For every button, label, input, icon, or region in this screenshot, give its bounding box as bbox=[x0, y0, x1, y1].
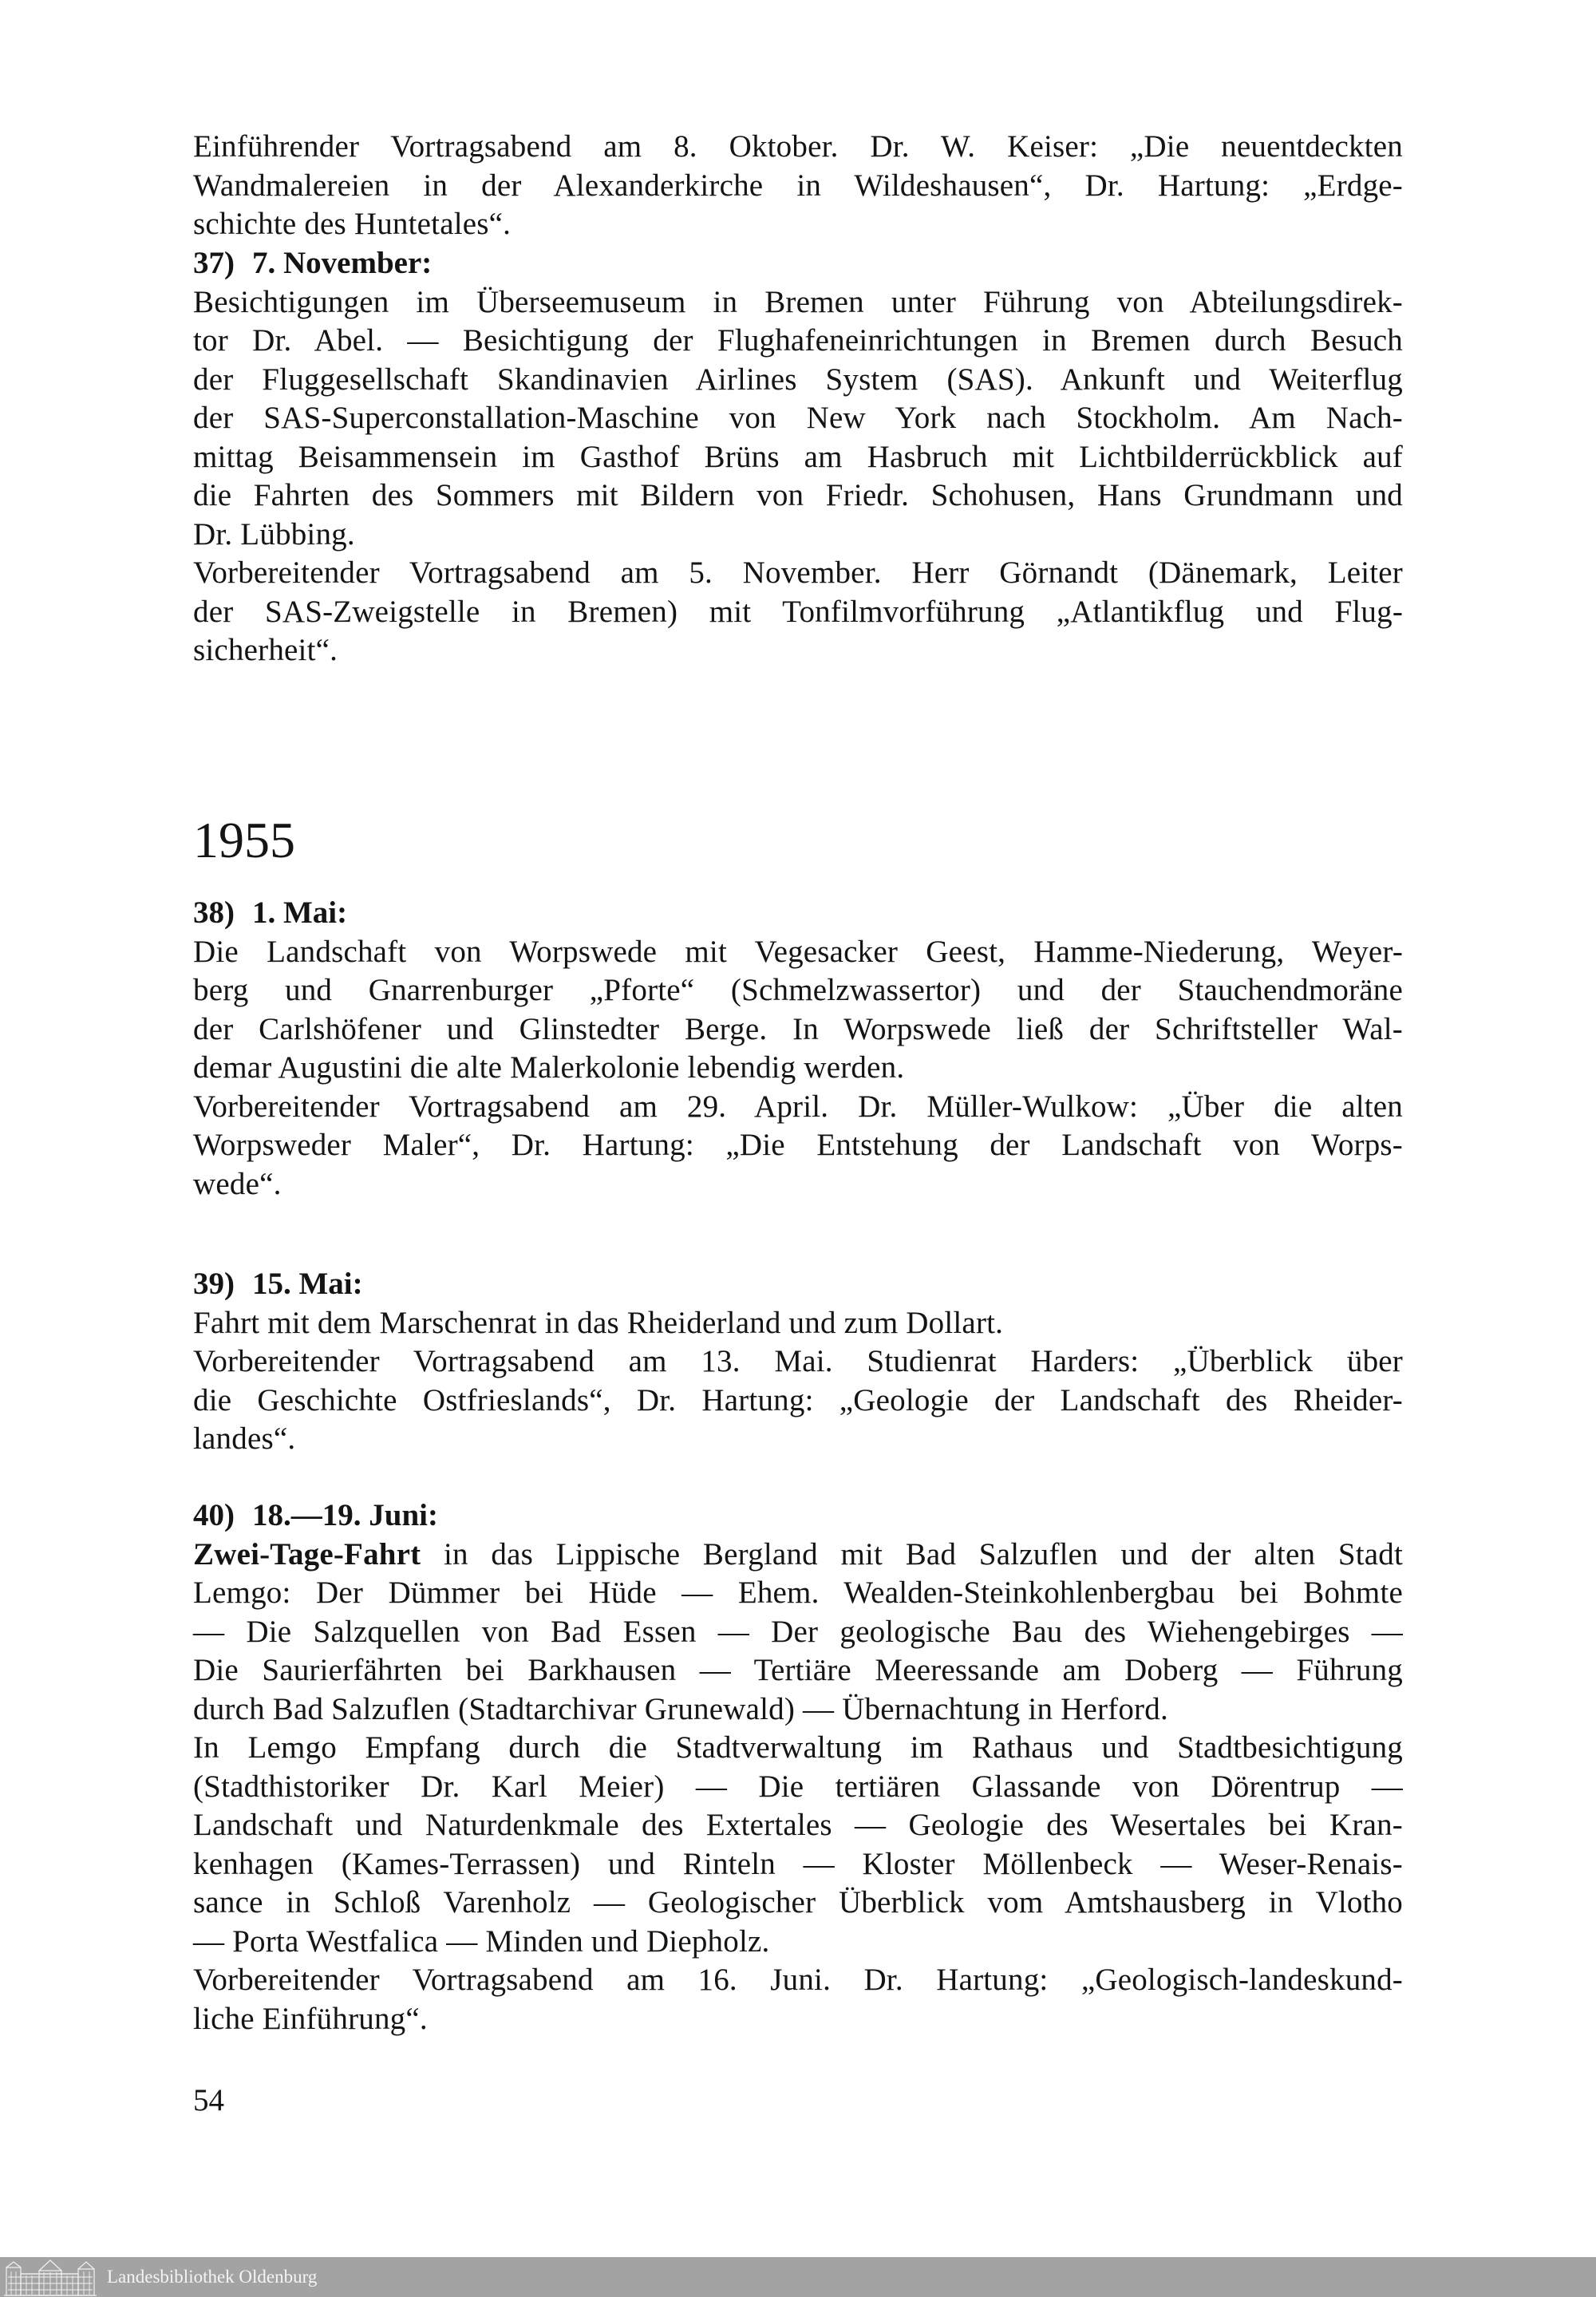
text-line: berg und Gnarrenburger „Pforte“ (Schmelzwassertor) und der Stauchendmoräne bbox=[193, 973, 1403, 1007]
text-line: Landschaft und Naturdenkmale des Extertales — Geologie des Wesertales bei Kran- bbox=[193, 1808, 1403, 1842]
year-section bbox=[193, 812, 1403, 868]
text-line: sance in Schloß Varenholz — Geologischer Überblick vom Amtshausberg in Vlotho bbox=[193, 1885, 1403, 1919]
entry-number: 37) bbox=[193, 246, 235, 280]
entry-heading bbox=[193, 1265, 1403, 1304]
entry-number: 40) bbox=[193, 1498, 235, 1532]
entry-heading bbox=[193, 1496, 1403, 1536]
intro-text bbox=[193, 128, 1403, 244]
text-line: Vorbereitender Vortragsabend am 29. April. Dr. Müller-Wulkow: „Über die alten bbox=[193, 1089, 1403, 1124]
entry-number: 38) bbox=[193, 895, 235, 930]
entry-body bbox=[193, 933, 1403, 1204]
year-heading: 1955 bbox=[193, 812, 295, 868]
text-line: demar Augustini die alte Malerkolonie lebendig werden. bbox=[193, 1050, 905, 1085]
library-building-icon bbox=[4, 2259, 97, 2296]
text-line: der SAS-Superconstallation-Maschine von New York nach Stockholm. Am Nach- bbox=[193, 401, 1403, 435]
text-line bbox=[193, 1536, 1403, 1575]
entry-heading bbox=[193, 244, 1403, 283]
text-line: Worpsweder Maler“, Dr. Hartung: „Die Entstehung der Landschaft von Worps- bbox=[193, 1128, 1403, 1162]
entry-date: 15. Mai: bbox=[252, 1267, 363, 1301]
text-line: — Porta Westfalica — Minden und Diepholz. bbox=[193, 1923, 770, 1959]
text-line: Wandmalereien in der Alexanderkirche in Wildeshausen“, Dr. Hartung: „Erdge- bbox=[193, 168, 1403, 203]
text-line: Fahrt mit dem Marschenrat in das Rheiderland und zum Dollart. bbox=[193, 1305, 1004, 1340]
text-line: die Fahrten des Sommers mit Bildern von Friedr. Schohusen, Hans Grundmann und bbox=[193, 478, 1403, 512]
trip-title: Zwei-Tage-Fahrt bbox=[193, 1536, 421, 1572]
text-line: der SAS-Zweigstelle in Bremen) mit Tonfilmvorführung „Atlantikflug und Flug- bbox=[193, 594, 1403, 629]
text-line: durch Bad Salzuflen (Stadtarchivar Grunewald) — Übernachtung in Herford. bbox=[193, 1691, 1168, 1726]
entry-body bbox=[193, 283, 1403, 670]
text-line: landes“. bbox=[193, 1421, 296, 1456]
text-line: der Fluggesellschaft Skandinavien Airlines System (SAS). Ankunft und Weiterflug bbox=[193, 362, 1403, 397]
entry-37 bbox=[193, 244, 1403, 670]
text-line: — Die Salzquellen von Bad Essen — Der geologische Bau des Wiehengebirges — bbox=[193, 1614, 1403, 1649]
entry-40 bbox=[193, 1496, 1403, 2038]
library-name: Landesbibliothek Oldenburg bbox=[107, 2267, 318, 2287]
text-line: Vorbereitender Vortragsabend am 16. Juni. Dr. Hartung: „Geologisch-landeskund- bbox=[193, 1963, 1403, 1997]
text-line: Dr. Lübbing. bbox=[193, 516, 355, 552]
entry-date: 1. Mai: bbox=[252, 895, 348, 930]
text-line: Vorbereitender Vortragsabend am 5. November. Herr Görnandt (Dänemark, Leiter bbox=[193, 555, 1403, 590]
entry-39 bbox=[193, 1265, 1403, 1459]
text-line: Die Saurierfährten bei Barkhausen — Tertiäre Meeressande am Doberg — Führung bbox=[193, 1653, 1403, 1687]
page-number-area bbox=[193, 2082, 1403, 2120]
intro-paragraph bbox=[193, 128, 1403, 244]
text-line: Die Landschaft von Worpswede mit Vegesacker Geest, Hamme-Niederung, Weyer- bbox=[193, 934, 1403, 969]
entry-number: 39) bbox=[193, 1267, 235, 1301]
entry-heading bbox=[193, 894, 1403, 933]
text-line: liche Einführung“. bbox=[193, 2001, 428, 2036]
text-line: sicherheit“. bbox=[193, 633, 338, 667]
text-line: mittag Beisammensein im Gasthof Brüns am Hasbruch mit Lichtbilderrückblick auf bbox=[193, 439, 1403, 474]
text-line: wede“. bbox=[193, 1166, 282, 1201]
text-line: tor Dr. Abel. — Besichtigung der Flughafeneinrichtungen in Bremen durch Besuch bbox=[193, 323, 1403, 358]
text-line: Lemgo: Der Dümmer bei Hüde — Ehem. Wealden-Steinkohlenbergbau bei Bohmte bbox=[193, 1575, 1403, 1610]
entry-date: 18.—19. Juni: bbox=[252, 1498, 438, 1532]
entry-body bbox=[193, 1536, 1403, 2039]
text-line: der Carlshöfener und Glinstedter Berge. In Worpswede ließ der Schriftsteller Wal- bbox=[193, 1011, 1403, 1046]
page-number: 54 bbox=[193, 2083, 224, 2117]
trip-description: in das Lippische Bergland mit Bad Salzuflen und der alten Stadt bbox=[421, 1536, 1403, 1572]
text-line: In Lemgo Empfang durch die Stadtverwaltung im Rathaus und Stadtbesichtigung bbox=[193, 1730, 1403, 1765]
text-line: Besichtigungen im Überseemuseum in Bremen unter Führung von Abteilungsdirek- bbox=[193, 284, 1403, 319]
text-line: die Geschichte Ostfrieslands“, Dr. Hartung: „Geologie der Landschaft des Rheider- bbox=[193, 1382, 1403, 1417]
text-line: kenhagen (Kames-Terrassen) und Rinteln — Kloster Möllenbeck — Weser-Renais- bbox=[193, 1846, 1403, 1881]
text-line: schichte des Huntetales“. bbox=[193, 207, 512, 241]
entry-38 bbox=[193, 894, 1403, 1204]
entry-date: 7. November: bbox=[252, 246, 433, 280]
text-line: Vorbereitender Vortragsabend am 13. Mai. Studienrat Harders: „Überblick über bbox=[193, 1344, 1403, 1378]
text-line: Einführender Vortragsabend am 8. Oktober. Dr. W. Keiser: „Die neuentdeckten bbox=[193, 129, 1403, 164]
text-line: (Stadthistoriker Dr. Karl Meier) — Die tertiären Glassande von Dörentrup — bbox=[193, 1769, 1403, 1804]
entry-body bbox=[193, 1304, 1403, 1459]
library-footer bbox=[0, 2257, 1596, 2297]
